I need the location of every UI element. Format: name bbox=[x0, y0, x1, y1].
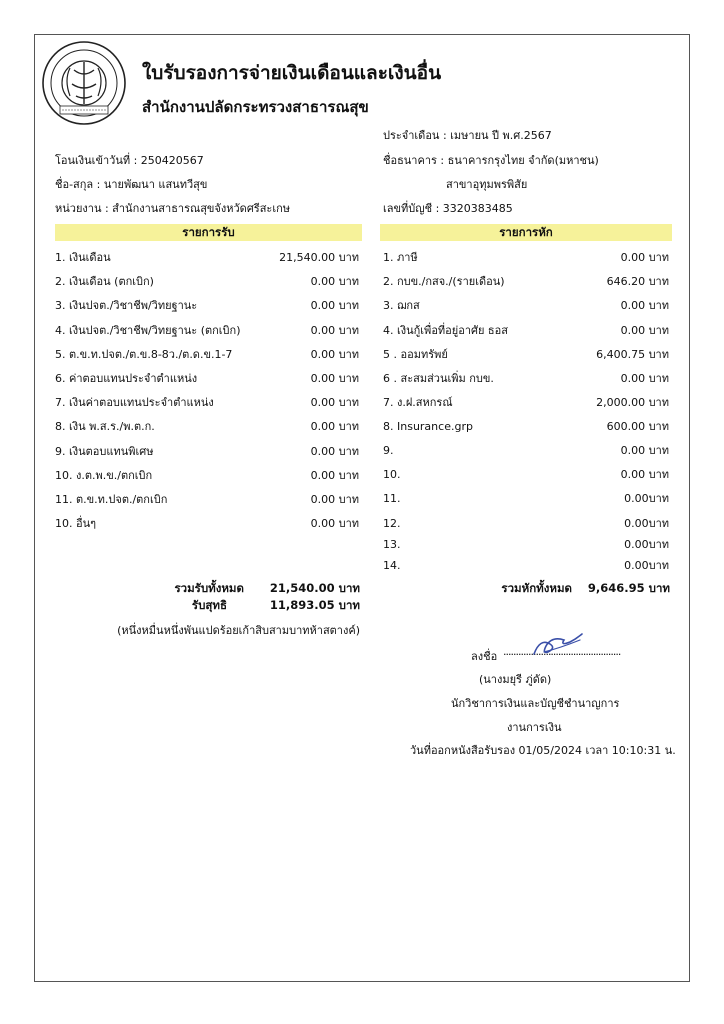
income-row bbox=[55, 347, 359, 363]
income-row bbox=[55, 323, 359, 339]
income-row bbox=[55, 371, 359, 387]
document-title: ใบรับรองการจ่ายเงินเดือนและเงินอื่น bbox=[142, 62, 442, 84]
deduction-item-label: 11. bbox=[383, 492, 401, 505]
income-row bbox=[55, 492, 359, 508]
signer-position: นักวิชาการเงินและบัญชีชำนาญการ bbox=[451, 697, 620, 710]
deduction-item-value: 0.00 บาท bbox=[620, 324, 669, 337]
income-item-value: 0.00 บาท bbox=[310, 420, 359, 434]
deduction-item-value: 0.00บาท bbox=[624, 559, 669, 572]
deduction-item-value: 0.00บาท bbox=[624, 492, 669, 505]
deduction-item-value: 0.00 บาท bbox=[620, 468, 669, 481]
income-row bbox=[55, 516, 359, 532]
income-total-value: 21,540.00 บาท bbox=[269, 581, 360, 595]
deduction-total-label: รวมหักทั้งหมด bbox=[501, 581, 572, 595]
net-pay-value: 11,893.05 บาท bbox=[269, 598, 360, 612]
deduction-row bbox=[383, 250, 669, 266]
deduction-total-value: 9,646.95 บาท bbox=[587, 581, 670, 595]
document-subtitle: สำนักงานปลัดกระทรวงสาธารณสุข bbox=[142, 98, 369, 116]
net-pay-label: รับสุทธิ bbox=[191, 598, 227, 612]
income-item-value: 0.00 บาท bbox=[310, 347, 359, 361]
income-item-value: 21,540.00 บาท bbox=[279, 251, 359, 264]
income-item-value: 0.00 บาท bbox=[310, 323, 359, 337]
income-item-value: 0.00 บาท bbox=[310, 396, 359, 410]
signer-name: (นางมยุรี ภู่ดัด) bbox=[479, 673, 552, 686]
deduction-item-label: 6 . สะสมส่วนเพิ่ม กบข. bbox=[383, 372, 494, 385]
income-item-label: 2. เงินเดือน (ตกเบิก) bbox=[55, 275, 154, 289]
income-item-label: 11. ต.ข.ท.ปจต./ตกเบิก bbox=[55, 493, 168, 506]
deduction-item-label: 14. bbox=[383, 559, 401, 572]
deduction-row bbox=[383, 323, 669, 339]
deduction-item-value: 6,400.75 บาท bbox=[596, 348, 669, 361]
deduction-item-value: 0.00 บาท bbox=[620, 299, 669, 312]
deduction-item-value: 2,000.00 บาท bbox=[596, 396, 669, 409]
income-header: รายการรับ bbox=[55, 224, 362, 241]
deduction-item-label: 1. ภาษี bbox=[383, 251, 418, 264]
employee-name: ชื่อ-สกุล : นายพัฒนา แสนทวีสุข bbox=[55, 178, 208, 191]
deduction-item-label: 4. เงินกู้เพื่อที่อยู่อาศัย ธอส bbox=[383, 324, 508, 337]
deduction-item-value: 0.00บาท bbox=[624, 538, 669, 551]
deduction-item-value: 0.00 บาท bbox=[620, 372, 669, 385]
income-total-label: รวมรับทั้งหมด bbox=[174, 581, 244, 595]
signer-department: งานการเงิน bbox=[507, 721, 562, 734]
deduction-row bbox=[383, 347, 669, 363]
income-item-value: 0.00 บาท bbox=[310, 517, 359, 531]
income-item-label: 7. เงินค่าตอบแทนประจำตำแหน่ง bbox=[55, 396, 214, 410]
deduction-row bbox=[383, 443, 669, 459]
income-item-label: 1. เงินเดือน bbox=[55, 251, 111, 264]
income-item-value: 0.00 บาท bbox=[310, 372, 359, 385]
transfer-date: โอนเงินเข้าวันที่ : 250420567 bbox=[55, 154, 204, 167]
income-item-value: 0.00 บาท bbox=[310, 468, 359, 482]
deduction-item-label: 5 . ออมทรัพย์ bbox=[383, 348, 448, 361]
deduction-item-label: 2. กบข./กสจ./(รายเดือน) bbox=[383, 275, 505, 288]
income-item-value: 0.00 บาท bbox=[310, 444, 359, 458]
deduction-item-value: 0.00บาท bbox=[624, 517, 669, 530]
income-row bbox=[55, 468, 359, 484]
income-item-label: 10. ง.ต.พ.ข./ตกเบิก bbox=[55, 468, 153, 482]
pay-month: ประจำเดือน : เมษายน ปี พ.ศ.2567 bbox=[383, 129, 552, 142]
deduction-row bbox=[383, 516, 669, 532]
income-item-value: 0.00 บาท bbox=[310, 299, 359, 313]
deduction-row bbox=[383, 298, 669, 314]
deduction-item-label: 3. ฌกส bbox=[383, 299, 420, 312]
income-row bbox=[55, 250, 359, 266]
handwritten-signature-icon bbox=[530, 630, 586, 658]
deduction-item-label: 10. bbox=[383, 468, 401, 481]
signature-line: ............................................... bbox=[503, 645, 621, 658]
sign-label: ลงชื่อ bbox=[471, 650, 498, 663]
account-number: เลขที่บัญชี : 3320383485 bbox=[383, 202, 513, 215]
deduction-item-value: 0.00 บาท bbox=[620, 251, 669, 264]
deduction-item-label: 8. Insurance.grp bbox=[383, 420, 473, 433]
income-item-value: 0.00 บาท bbox=[310, 275, 359, 289]
ministry-seal-icon bbox=[40, 40, 128, 126]
deduction-row bbox=[383, 419, 669, 435]
deduction-item-value: 0.00 บาท bbox=[620, 444, 669, 457]
deduction-row bbox=[383, 537, 669, 553]
deduction-row bbox=[383, 395, 669, 411]
deduction-row bbox=[383, 371, 669, 387]
income-row bbox=[55, 444, 359, 460]
deduction-item-label: 9. bbox=[383, 444, 394, 457]
income-item-label: 3. เงินปจต./วิชาชีพ/วิทยฐานะ bbox=[55, 299, 198, 313]
deduction-row bbox=[383, 274, 669, 290]
deduction-item-label: 13. bbox=[383, 538, 401, 551]
net-pay-words: (หนึ่งหมื่นหนึ่งพันแปดร้อยเก้าสิบสามบาทห้าสตางค์) bbox=[117, 624, 360, 637]
income-item-label: 10. อื่นๆ bbox=[55, 517, 97, 531]
bank-name: ชื่อธนาคาร : ธนาคารกรุงไทย จำกัด(มหาชน) bbox=[383, 154, 599, 167]
deduction-row bbox=[383, 467, 669, 483]
income-item-label: 9. เงินตอบแทนพิเศษ bbox=[55, 444, 154, 458]
deduction-item-label: 7. ง.ฝ.สหกรณ์ bbox=[383, 396, 453, 409]
deduction-item-value: 646.20 บาท bbox=[606, 275, 669, 288]
bank-branch: สาขาอุทุมพรพิสัย bbox=[446, 178, 528, 191]
work-unit: หน่วยงาน : สำนักงานสาธารณสุขจังหวัดศรีสะเกษ bbox=[55, 202, 290, 215]
issue-datetime: วันที่ออกหนังสือรับรอง 01/05/2024 เวลา 10:10:31 น. bbox=[410, 744, 676, 757]
income-item-value: 0.00 บาท bbox=[310, 493, 359, 506]
income-item-label: 6. ค่าตอบแทนประจำตำแหน่ง bbox=[55, 372, 198, 385]
income-item-label: 4. เงินปจต./วิชาชีพ/วิทยฐานะ (ตกเบิก) bbox=[55, 323, 241, 337]
deduction-row bbox=[383, 558, 669, 574]
deduction-item-value: 600.00 บาท bbox=[606, 420, 669, 433]
deduction-row bbox=[383, 491, 669, 507]
income-row bbox=[55, 419, 359, 435]
income-item-label: 5. ต.ข.ท.ปจต./ต.ข.8-8ว./ต.ด.ข.1-7 bbox=[55, 347, 233, 361]
income-item-label: 8. เงิน พ.ส.ร./พ.ต.ก. bbox=[55, 420, 155, 434]
income-row bbox=[55, 395, 359, 411]
income-row bbox=[55, 274, 359, 290]
deduction-item-label: 12. bbox=[383, 517, 401, 530]
deduction-header: รายการหัก bbox=[380, 224, 672, 241]
income-row bbox=[55, 298, 359, 314]
